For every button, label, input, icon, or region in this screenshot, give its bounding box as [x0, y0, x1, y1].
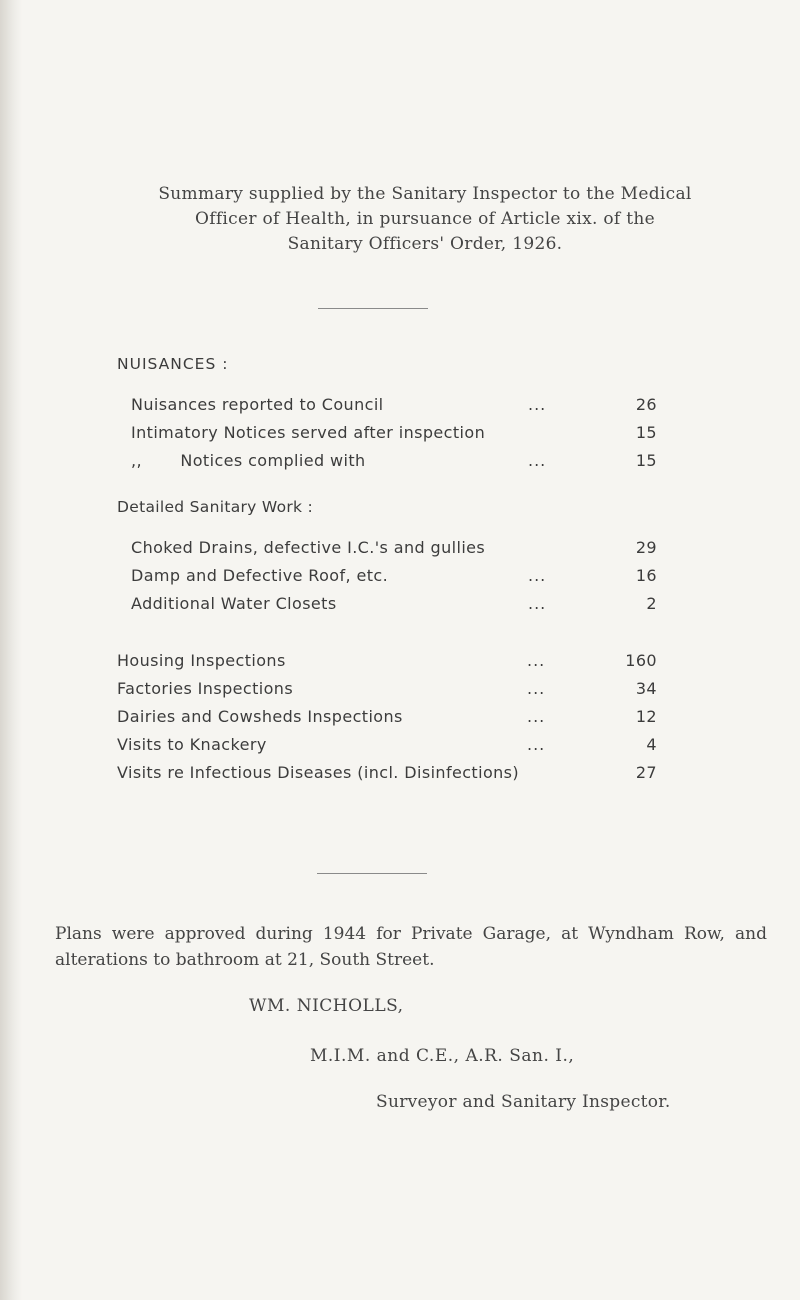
row-label: Intimatory Notices served after inspection — [131, 423, 486, 442]
table-row — [131, 451, 657, 475]
table-row — [117, 679, 657, 703]
row-leader: ... — [527, 735, 546, 754]
row-label: Factories Inspections — [117, 679, 294, 698]
row-value: 15 — [635, 423, 657, 442]
row-label: Nuisances reported to Council — [131, 395, 384, 414]
signature-title: Surveyor and Sanitary Inspector. — [376, 1092, 671, 1112]
plans-note: Plans were approved during 1944 for Private Garage, at Wyndham Row, and alterations to bathroom at 21, South Street. — [55, 924, 767, 970]
row-value: 26 — [635, 395, 657, 414]
document-heading — [130, 182, 720, 257]
row-value: 15 — [635, 451, 657, 470]
page-edge-shadow — [0, 0, 22, 1300]
heading-line-3: Sanitary Officers' Order, 1926. — [287, 234, 563, 254]
detailed-work-title: Detailed Sanitary Work : — [117, 498, 314, 516]
row-value: 34 — [635, 679, 657, 698]
divider-top — [318, 308, 428, 309]
row-value: 29 — [635, 538, 657, 557]
table-row — [131, 566, 657, 590]
table-row — [117, 763, 657, 787]
table-row — [117, 707, 657, 731]
table-row — [131, 538, 657, 562]
nuisances-title: NUISANCES : — [117, 355, 229, 373]
row-label: Visits re Infectious Diseases (incl. Disinfections) — [117, 763, 520, 782]
row-label: Choked Drains, defective I.C.'s and gullies — [131, 538, 486, 557]
row-leader: ... — [527, 707, 546, 726]
table-row — [117, 651, 657, 675]
row-leader: ... — [528, 594, 547, 613]
signature-name: WM. NICHOLLS, — [249, 996, 404, 1016]
row-leader: ... — [527, 651, 546, 670]
row-label: ,, Notices complied with — [131, 451, 366, 470]
row-label: Additional Water Closets — [131, 594, 337, 613]
row-leader: ... — [528, 566, 547, 585]
row-value: 2 — [646, 594, 657, 613]
row-value: 4 — [646, 735, 657, 754]
signature-qualifications: M.I.M. and C.E., A.R. San. I., — [310, 1046, 575, 1066]
row-label: Damp and Defective Roof, etc. — [131, 566, 389, 585]
table-row — [131, 395, 657, 419]
row-leader: ... — [528, 451, 547, 470]
heading-line-2: Officer of Health, in pursuance of Article xix. of the — [195, 209, 655, 229]
table-row — [131, 423, 657, 447]
row-value: 160 — [625, 651, 657, 670]
row-label: Visits to Knackery — [117, 735, 267, 754]
row-value: 16 — [635, 566, 657, 585]
row-leader: ... — [527, 679, 546, 698]
divider-bottom — [317, 873, 427, 874]
table-row — [131, 594, 657, 618]
row-leader: ... — [528, 395, 547, 414]
row-value: 27 — [635, 763, 657, 782]
heading-line-1: Summary supplied by the Sanitary Inspector to the Medical — [158, 184, 692, 204]
row-label: Dairies and Cowsheds Inspections — [117, 707, 403, 726]
row-value: 12 — [635, 707, 657, 726]
row-label: Housing Inspections — [117, 651, 286, 670]
table-row — [117, 735, 657, 759]
